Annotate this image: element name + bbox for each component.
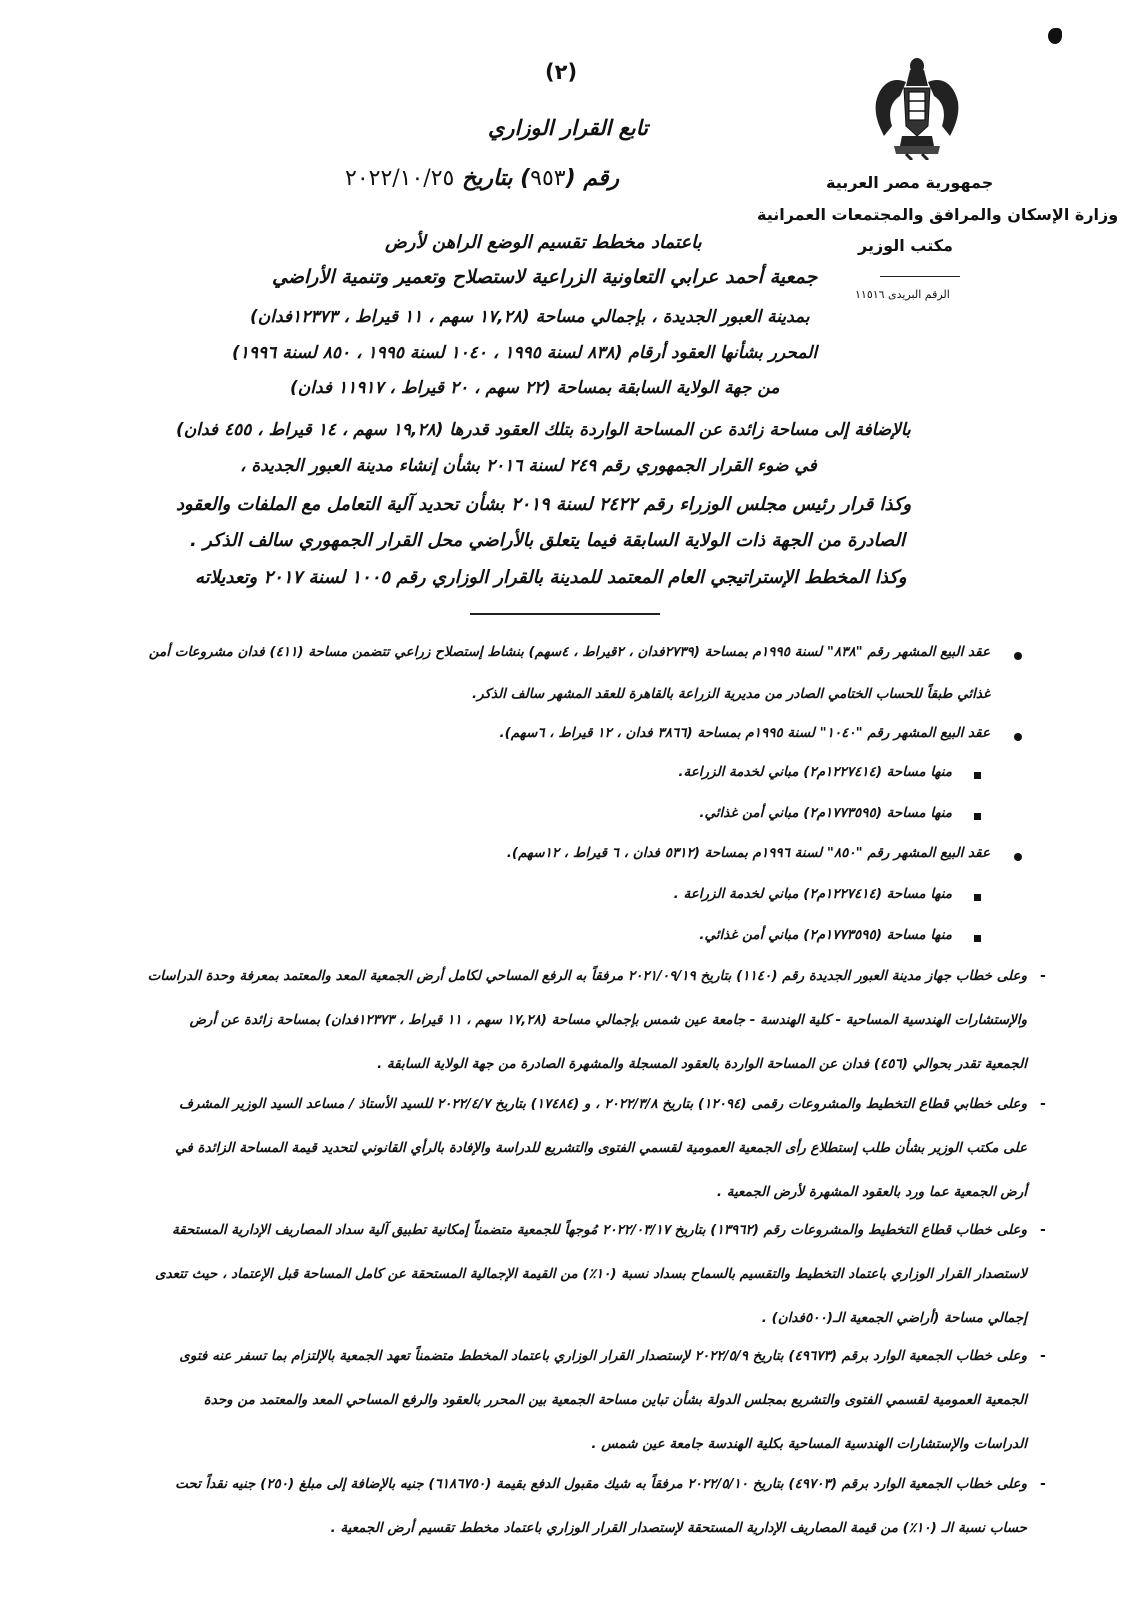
decree-date-handwritten: ٢٠٢٢/١٠/٢٥ — [345, 166, 455, 191]
contract-2-sub-1: منها مساحة (١٢٢٧٤١٤م٢) مباني لخدمة الزراعة. — [678, 764, 952, 780]
title-line-3: بمدينة العبور الجديدة ، بإجمالي مساحة (١٧,٢٨ سهم ، ١١ قيراط ، ١٢٣٧٣فدان) — [250, 307, 810, 327]
title-line-7: في ضوء القرار الجمهوري رقم ٢٤٩ لسنة ٢٠١٦ بشأن إنشاء مدينة العبور الجديدة ، — [240, 456, 817, 476]
title-line-9: الصادرة من الجهة ذات الولاية السابقة فيما يتعلق بالأراضي محل القرار الجمهوري سالف الذكر . — [190, 530, 906, 551]
recital-2-line-3: أرض الجمعية عما ورد بالعقود المشهرة لأرض الجمعية . — [716, 1184, 1027, 1200]
dash-icon: - — [1040, 1096, 1046, 1112]
recital-3-line-2: لاستصدار القرار الوزاري باعتماد التخطيط والتقسيم بالسماح بسداد نسبة (١٠٪) من القيمة الإجمالية المستحقة عن كامل المساحة قبل الإعتماد ، حيث تتعدى — [155, 1266, 1027, 1282]
contract-1-line-2: غذائي طبقاً للحساب الختامي الصادر من مديرية الزراعة بالقاهرة للعقد المشهر سالف الذكر. — [471, 686, 990, 702]
sub-bullet-icon — [974, 813, 981, 820]
section-divider — [470, 613, 660, 615]
title-line-10: وكذا المخطط الإستراتيجي العام المعتمد للمدينة بالقرار الوزاري رقم ١٠٠٥ لسنة ٢٠١٧ وتعديلاته — [195, 567, 907, 588]
title-line-6: بالإضافة إلى مساحة زائدة عن المساحة الواردة بتلك العقود قدرها (١٩,٢٨ سهم ، ١٤ قيراط ، ٤٥٥ فدان) — [176, 420, 911, 440]
recital-2-line-1: وعلى خطابي قطاع التخطيط والمشروعات رقمى (١٢٠٩٤) بتاريخ ٢٠٢٢/٣/٨ ، و (١٧٤٨٤) بتاريخ ٢٠٢٢/٤/٧ للسيد الأستاذ / مساعد السيد الوزير المشرف — [179, 1096, 1027, 1112]
sub-bullet-icon — [974, 935, 981, 942]
recital-1-line-3: الجمعية تقدر بحوالي (٤٥٦) فدان عن المساحة الواردة بالعقود المسجلة والمشهرة الصادرة من جهة الولاية السابقة . — [377, 1056, 1027, 1072]
recital-4-line-3: الدراسات والإستشارات الهندسية المساحية بكلية الهندسة جامعة عين شمس . — [591, 1436, 1027, 1452]
ministry-name: وزارة الإسكان والمرافق والمجتمعات العمرانية — [757, 205, 1119, 224]
sub-bullet-icon — [974, 894, 981, 901]
header-rule — [880, 276, 960, 277]
recital-1-line-1: وعلى خطاب جهاز مدينة العبور الجديدة رقم (١١٤٠) بتاريخ ٢٠٢١/٠٩/١٩ مرفقاً به الرفع المساحي لكامل أرض الجمعية المعد والمعتمد بمعرفة وحدة الدراسات — [147, 968, 1027, 984]
recital-3-line-1: وعلى خطاب قطاع التخطيط والمشروعات رقم (١٣٩٦٢) بتاريخ ٢٠٢٢/٠٣/١٧ مُوجهاً للجمعية متضمناً إمكانية تطبيق آلية سداد المصاريف الإدارية المستحقة — [172, 1222, 1027, 1238]
recital-2-line-2: على مكتب الوزير بشأن طلب إستطلاع رأى الجمعية العمومية لقسمي الفتوى والتشريع للدراسة والإفادة بالرأي القانوني لتحديد قيمة المساحة الزائدة في — [175, 1140, 1027, 1156]
recital-4-line-1: وعلى خطاب الجمعية الوارد برقم (٤٩٦٧٣) بتاريخ ٢٠٢٢/٥/٩ لإستصدار القرار الوزاري باعتماد المخطط متضمناً تعهد الجمعية بالإلتزام بما تسفر عنه فتوى — [179, 1348, 1027, 1364]
contract-3-sub-2: منها مساحة (١٧٧٣٥٩٥م٢) مباني أمن غذائي. — [699, 927, 952, 943]
decree-number-handwritten: ٩٥٣ — [530, 166, 566, 191]
recital-5-line-2: حساب نسبة الـ (١٠٪) من قيمة المصاريف الإدارية المستحقة لإستصدار القرار الوزاري باعتماد مخطط تقسيم أرض الجمعية . — [330, 1520, 1027, 1536]
recital-3-line-3: إجمالي مساحة (أراضي الجمعية الـ(٥٠٠فدان) . — [761, 1310, 1027, 1326]
title-line-1: باعتماد مخطط تقسيم الوضع الراهن لأرض — [385, 232, 702, 253]
decree-date-label: ) بتاريخ — [462, 166, 531, 191]
office-name: مكتب الوزير — [858, 236, 953, 255]
title-line-5: من جهة الولاية السابقة بمساحة (٢٢ سهم ، ٢٠ قيراط ، ١١٩١٧ فدان) — [290, 378, 780, 398]
title-line-8: وكذا قرار رئيس مجلس الوزراء رقم ٢٤٢٢ لسنة ٢٠١٩ بشأن تحديد آلية التعامل مع الملفات والعقود — [176, 494, 912, 515]
corner-mark — [1048, 28, 1062, 44]
title-line-4: المحرر بشأنها العقود أرقام (٨٣٨ لسنة ١٩٩٥ ، ١٠٤٠ لسنة ١٩٩٥ ، ٨٥٠ لسنة ١٩٩٦) — [232, 343, 818, 363]
bullet-icon — [1014, 853, 1022, 861]
recital-5-line-1: وعلى خطاب الجمعية الوارد برقم (٤٩٧٠٣) بتاريخ ٢٠٢٢/٥/١٠ مرفقاً به شيك مقبول الدفع بقيمة (٦١٨٦٧٥٠) جنيه بالإضافة إلى مبلغ (٢٥٠) جنيه نقداً تحت — [175, 1476, 1027, 1492]
contract-1-line-1: عقد البيع المشهر رقم "٨٣٨" لسنة ١٩٩٥م بمساحة (٢٧٣٩فدان ، ٢قيراط ، ٤سهم) بنشاط إستصلاح زراعي تتضمن مساحة (٤١١) فدان مشروعات أمن — [148, 644, 990, 660]
dash-icon: - — [1040, 1222, 1046, 1238]
eagle-emblem-icon — [872, 56, 962, 160]
bullet-icon — [1014, 652, 1022, 660]
republic-name: جمهورية مصر العربية — [826, 173, 994, 192]
recital-1-line-2: والإستشارات الهندسية المساحية - كلية الهندسة - جامعة عين شمس بإجمالي مساحة (١٧,٢٨ سهم ، ١١ قيراط ، ١٢٣٧٣فدان) بمساحة زائدة عن أرض — [189, 1012, 1027, 1028]
decree-number-label: رقم ( — [565, 166, 620, 191]
postal-code: الرقم البريدى ١١٥١٦ — [855, 288, 950, 301]
dash-icon: - — [1040, 968, 1046, 984]
contract-2-sub-2: منها مساحة (١٧٧٣٥٩٥م٢) مباني أمن غذائي. — [699, 805, 952, 821]
follow-title: تابع القرار الوزاري — [488, 116, 648, 140]
page-number: (٢) — [545, 60, 578, 84]
contract-3-line-1: عقد البيع المشهر رقم "٨٥٠" لسنة ١٩٩٦م بمساحة (٥٣١٢ فدان ، ٦ قيراط ، ١٢سهم). — [506, 845, 990, 861]
bullet-icon — [1014, 733, 1022, 741]
contract-3-sub-1: منها مساحة (١٢٢٧٤١٤م٢) مباني لخدمة الزراعة . — [673, 886, 952, 902]
contract-2-line-1: عقد البيع المشهر رقم "١٠٤٠" لسنة ١٩٩٥م بمساحة (٣٨٦٦ فدان ، ١٢ قيراط ، ٦سهم). — [499, 725, 990, 741]
dash-icon: - — [1040, 1348, 1046, 1364]
decree-number-date — [345, 166, 619, 191]
recital-4-line-2: الجمعية العمومية لقسمي الفتوى والتشريع بمجلس الدولة بشأن تباين مساحة الجمعية بين المحرر بالعقود والرفع المساحي المعد والمعتمد من وحدة — [203, 1392, 1027, 1408]
dash-icon: - — [1040, 1476, 1046, 1492]
sub-bullet-icon — [974, 772, 981, 779]
title-line-2: جمعية أحمد عرابي التعاونية الزراعية لاستصلاح وتعمير وتنمية الأراضي — [272, 266, 818, 288]
